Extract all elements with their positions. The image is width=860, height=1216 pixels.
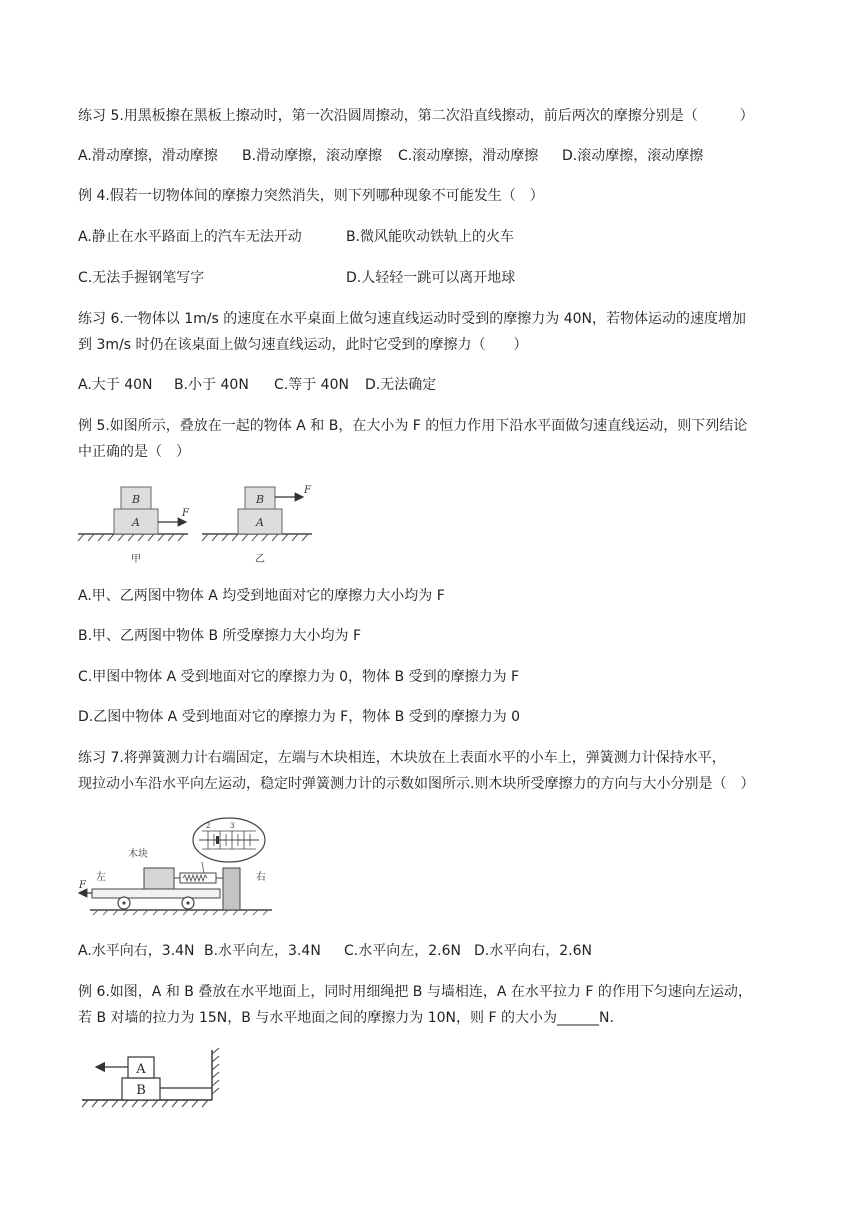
example-5-option-b: B.甲、乙两图中物体 B 所受摩擦力大小均为 F bbox=[78, 628, 362, 644]
right-label: 右 bbox=[256, 872, 266, 883]
figure-yi bbox=[202, 485, 312, 565]
example-4-option-b: B.微风能吹动铁轨上的火车 bbox=[346, 229, 515, 245]
caption-yi: 乙 bbox=[255, 554, 265, 565]
example-5-figure bbox=[76, 480, 316, 570]
left-label: 左 bbox=[96, 872, 106, 883]
block-a-label-yi: A bbox=[256, 516, 264, 529]
cart-force-label: F bbox=[79, 880, 86, 891]
fixed-post bbox=[223, 868, 240, 910]
example-5-option-d: D.乙图中物体 A 受到地面对它的摩擦力为 F，物体 B 受到的摩擦力为 0 bbox=[78, 709, 521, 725]
exercise-5-option-b: B.滑动摩擦，滚动摩擦 bbox=[242, 148, 383, 164]
block-a-label: A bbox=[136, 1062, 146, 1077]
exercise-7-option-b: B.水平向左，3.4N bbox=[204, 943, 321, 959]
exercise-5-option-a: A.滑动摩擦，滑动摩擦 bbox=[78, 148, 218, 164]
scale-mark-2: 2 bbox=[206, 822, 211, 830]
exercise-6-stem-line1: 练习 6.一物体以 1m/s 的速度在水平桌面上做匀速直线运动时受到的摩擦力为 40N，若物体运动的速度增加 bbox=[78, 311, 746, 327]
example-6-stem-line2: 若 B 对墙的拉力为 15N，B 与水平地面之间的摩擦力为 10N，则 F 的大小为______N. bbox=[78, 1010, 614, 1026]
figure-jia bbox=[78, 487, 190, 565]
example-4-option-a: A.静止在水平路面上的汽车无法开动 bbox=[78, 229, 302, 245]
exercise-6-option-c: C.等于 40N bbox=[274, 377, 349, 393]
block-b-label-jia: B bbox=[131, 493, 141, 506]
example-5-stem-line1: 例 5.如图所示，叠放在一起的物体 A 和 B，在大小为 F 的恒力作用下沿水平面做匀速直线运动，则下列结论 bbox=[78, 418, 748, 434]
exercise-5-option-c: C.滚动摩擦，滑动摩擦 bbox=[398, 148, 539, 164]
exercise-7-option-c: C.水平向左，2.6N bbox=[344, 943, 461, 959]
exercise-5-stem: 练习 5.用黑板擦在黑板上擦动时，第一次沿圆周擦动，第二次沿直线擦动，前后两次的摩擦分别是（ ） bbox=[78, 108, 754, 124]
exercise-7-figure bbox=[76, 816, 276, 916]
example-5-option-a: A.甲、乙两图中物体 A 均受到地面对它的摩擦力大小均为 F bbox=[78, 588, 445, 604]
scale-mark-3: 3 bbox=[230, 822, 235, 830]
exercise-7-option-a: A.水平向右，3.4N bbox=[78, 943, 195, 959]
example-6-stem-line1: 例 6.如图，A 和 B 叠放在水平地面上，同时用细绳把 B 与墙相连，A 在水平拉力 F 的作用下匀速向左运动， bbox=[78, 984, 752, 1000]
exercise-6-option-b: B.小于 40N bbox=[174, 377, 249, 393]
example-6-figure bbox=[80, 1048, 240, 1112]
block-a-label-jia: A bbox=[132, 516, 140, 529]
example-5-option-c: C.甲图中物体 A 受到地面对它的摩擦力为 0，物体 B 受到的摩擦力为 F bbox=[78, 669, 520, 685]
wooden-block-label: 木块 bbox=[128, 849, 148, 860]
exercise-7-stem-line1: 练习 7.将弹簧测力计右端固定，左端与木块相连，木块放在上表面水平的小车上，弹簧测力计保持水平， bbox=[78, 750, 726, 766]
example-4-option-d: D.人轻轻一跳可以离开地球 bbox=[346, 270, 516, 286]
block-b-label: B bbox=[136, 1083, 146, 1098]
block-b-label-yi: B bbox=[255, 493, 265, 506]
cart bbox=[92, 889, 220, 898]
example-4-stem: 例 4.假若一切物体间的摩擦力突然消失，则下列哪种现象不可能发生（ ） bbox=[78, 188, 544, 204]
force-label-yi: F bbox=[304, 485, 311, 496]
wooden-block bbox=[144, 868, 174, 889]
exercise-6-option-a: A.大于 40N bbox=[78, 377, 153, 393]
exercise-6-option-d: D.无法确定 bbox=[365, 377, 437, 393]
caption-jia: 甲 bbox=[131, 554, 141, 565]
example-5-stem-line2: 中正确的是（ ） bbox=[78, 444, 190, 460]
exercise-7-option-d: D.水平向右，2.6N bbox=[474, 943, 592, 959]
example-4-option-c: C.无法手握钢笔写字 bbox=[78, 270, 205, 286]
exercise-7-stem-line2: 现拉动小车沿水平向左运动，稳定时弹簧测力计的示数如图所示.则木块所受摩擦力的方向与大小分别是（ ） bbox=[78, 776, 755, 792]
force-label-jia: F bbox=[182, 508, 189, 519]
exercise-6-stem-line2: 到 3m/s 时仍在该桌面上做匀速直线运动，此时它受到的摩擦力（ ） bbox=[78, 337, 528, 353]
exercise-5-option-d: D.滚动摩擦，滚动摩擦 bbox=[562, 148, 704, 164]
